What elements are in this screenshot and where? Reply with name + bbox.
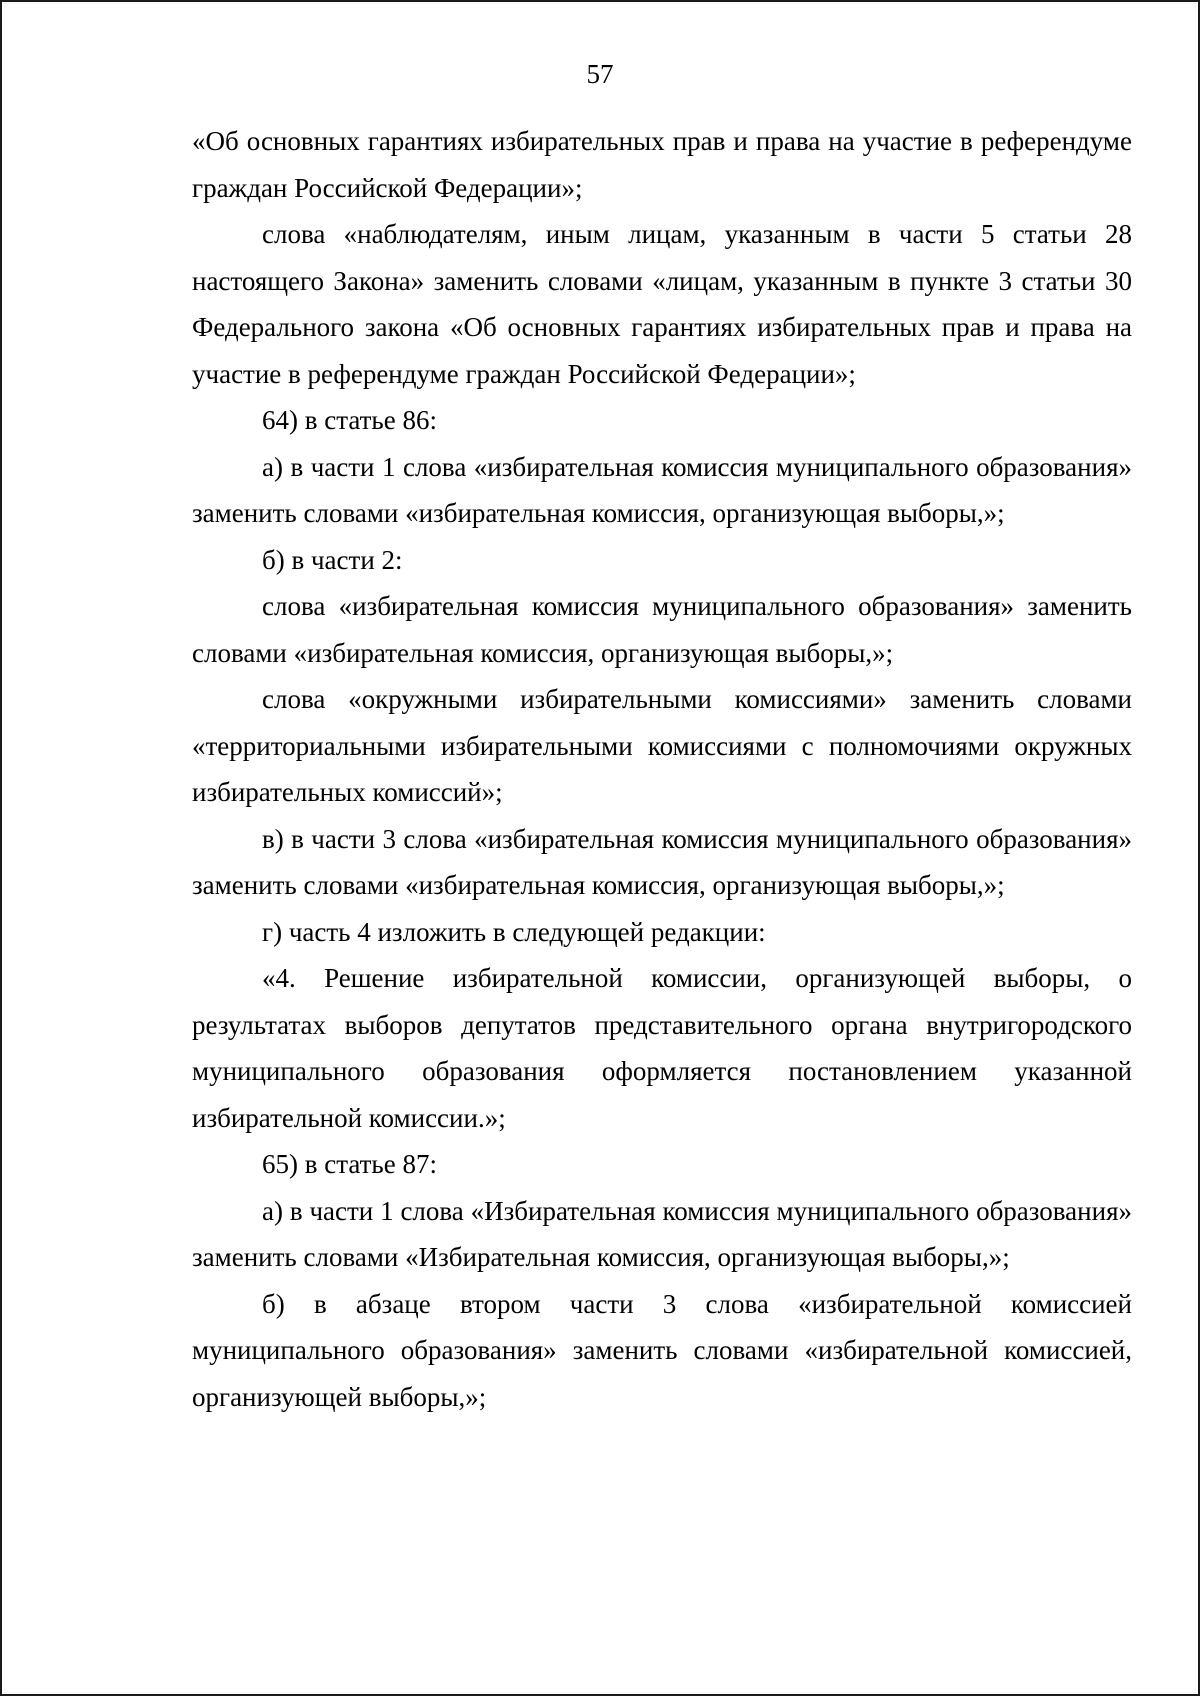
paragraph-4: а) в части 1 слова «избирательная комиссия муниципального образования» заменить словами «избирательная комиссия, организующая выборы,»; <box>192 451 1132 528</box>
paragraph-7: слова «окружными избирательными комиссиями» заменить словами «территориальными избирательными комиссиями с полномочиями окружных избирательных комиссий»; <box>192 684 1132 807</box>
paragraph-2: слова «наблюдателям, иным лицам, указанным в части 5 статьи 28 настоящего Закона» заменить словами «лицам, указанным в пункте 3 статьи 30 Федерального закона «Об основных гарантиях избирательных прав и права на участие в референдуме граждан Российской Федерации»; <box>192 219 1132 389</box>
paragraph-1: «Об основных гарантиях избирательных прав и права на участие в референдуме граждан Российской Федерации»; <box>192 126 1132 203</box>
paragraph-8: в) в части 3 слова «избирательная комиссия муниципального образования» заменить словами «избирательная комиссия, организующая выборы,»; <box>192 823 1132 900</box>
paragraph-3: 64) в статье 86: <box>262 405 437 435</box>
paragraph-6: слова «избирательная комиссия муниципального образования» заменить словами «избирательная комиссия, организующая выборы,»; <box>192 591 1132 668</box>
paragraph-5: б) в части 2: <box>262 544 403 575</box>
paragraph-12: а) в части 1 слова «Избирательная комиссия муниципального образования» заменить словами «Избирательная комиссия, организующая выборы,»; <box>192 1195 1132 1272</box>
paragraph-11: 65) в статье 87: <box>262 1149 437 1179</box>
paragraph-9: г) часть 4 изложить в следующей редакции: <box>262 916 766 947</box>
paragraph-10: «4. Решение избирательной комиссии, организующей выборы, о результатах выборов депутатов представительного органа внутригородского муниципального образования оформляется постановлением указанной избирательной комиссии.»; <box>192 963 1132 1133</box>
paragraph-13: б) в абзаце втором части 3 слова «избирательной комиссией муниципального образования» заменить словами «избирательной комиссией, организующей выборы,»; <box>192 1288 1132 1412</box>
document-body <box>192 118 1132 1420</box>
page-number: 57 <box>586 59 614 89</box>
